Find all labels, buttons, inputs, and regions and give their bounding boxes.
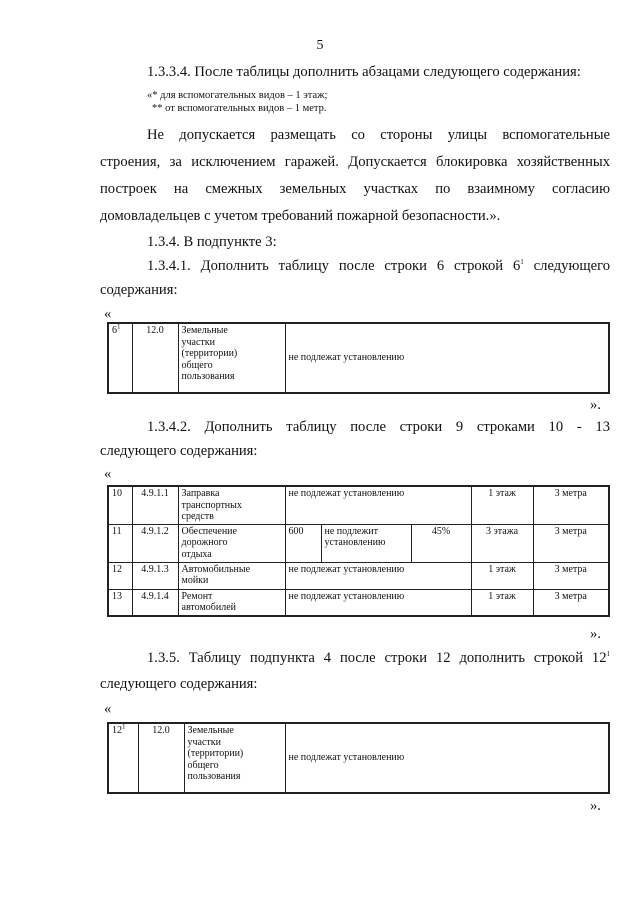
close-quote-2: ». — [590, 626, 601, 642]
cell-area: 600 — [285, 524, 321, 562]
cell-name: Ремонт автомобилей — [178, 589, 285, 616]
cell-value: не подлежат установлению — [285, 486, 471, 524]
body-line-3: построек на смежных земельных участках по взаимному согласию — [100, 181, 610, 197]
body-line-4: домовладельцев с учетом требований пожарной безопасности.». — [100, 208, 501, 224]
cell-limit: не подлежит установлению — [321, 524, 411, 562]
cell-value: не подлежат установлению — [285, 723, 609, 793]
footnote-2: ** от вспомогательных видов – 1 метр. — [152, 103, 327, 114]
body-line-1: Не допускается размещать со стороны улицы вспомогательные — [147, 127, 610, 143]
cell-floors: 1 этаж — [471, 486, 533, 524]
cell-distance: 3 метра — [533, 589, 609, 616]
cell-value: не подлежат установлению — [285, 562, 471, 589]
cell-floors: 1 этаж — [471, 562, 533, 589]
table-row — [108, 524, 609, 562]
cell-code: 4.9.1.3 — [132, 562, 178, 589]
close-quote-3: ». — [590, 798, 601, 814]
cell-floors: 1 этаж — [471, 589, 533, 616]
close-quote-1: ». — [590, 397, 601, 413]
cell-percent: 45% — [411, 524, 471, 562]
paragraph-1342-line2: следующего содержания: — [100, 443, 258, 459]
cell-name: Обеспечение дорожного отдыха — [178, 524, 285, 562]
cell-distance: 3 метра — [533, 562, 609, 589]
cell-value: не подлежат установлению — [285, 589, 471, 616]
cell-code: 4.9.1.1 — [132, 486, 178, 524]
cell-num: $12^1$ — [108, 723, 138, 793]
cell-num: 10 — [108, 486, 132, 524]
open-quote-2: « — [104, 466, 112, 482]
paragraph-1334: 1.3.3.4. После таблицы дополнить абзацами следующего содержания: — [147, 64, 581, 80]
paragraph-134: 1.3.4. В подпункте 3: — [147, 234, 277, 250]
cell-code: 12.0 — [138, 723, 184, 793]
cell-num: 11 — [108, 524, 132, 562]
cell-name: Земельные участки (территории) общего пользования — [184, 723, 285, 793]
table-rows-10-13 — [107, 485, 610, 617]
paragraph-1341: 1.3.4.1. Дополнить таблицу после строки 6 строкой $6^1$ следующего — [147, 258, 610, 274]
open-quote-1: « — [104, 306, 112, 322]
cell-name: Заправка транспортных средств — [178, 486, 285, 524]
paragraph-135: 1.3.5. Таблицу подпункта 4 после строки 12 дополнить строкой $12^1$ — [147, 650, 610, 666]
open-quote-3: « — [104, 701, 112, 717]
cell-code: 12.0 — [132, 323, 178, 393]
table-row — [108, 486, 609, 524]
table-row-6-1 — [107, 322, 610, 394]
paragraph-1342: 1.3.4.2. Дополнить таблицу после строки 9 строками 10 - 13 — [147, 419, 610, 435]
paragraph-1341-line2: содержания: — [100, 282, 178, 298]
cell-floors: 3 этажа — [471, 524, 533, 562]
paragraph-135-line2: следующего содержания: — [100, 676, 258, 692]
cell-code: 4.9.1.4 — [132, 589, 178, 616]
table-row — [108, 589, 609, 616]
cell-num: 12 — [108, 562, 132, 589]
cell-num: $6^1$ — [108, 323, 132, 393]
cell-name: Земельные участки (территории) общего пользования — [178, 323, 285, 393]
body-line-2: строения, за исключением гаражей. Допускается блокировка хозяйственных — [100, 154, 610, 170]
cell-value: не подлежат установлению — [285, 323, 609, 393]
page-number: 5 — [316, 38, 324, 53]
cell-name: Автомобильные мойки — [178, 562, 285, 589]
table-row-12-1 — [107, 722, 610, 794]
cell-code: 4.9.1.2 — [132, 524, 178, 562]
cell-distance: 3 метра — [533, 486, 609, 524]
table-row — [108, 562, 609, 589]
cell-num: 13 — [108, 589, 132, 616]
cell-distance: 3 метра — [533, 524, 609, 562]
footnote-1: «* для вспомогательных видов – 1 этаж; — [147, 90, 328, 101]
